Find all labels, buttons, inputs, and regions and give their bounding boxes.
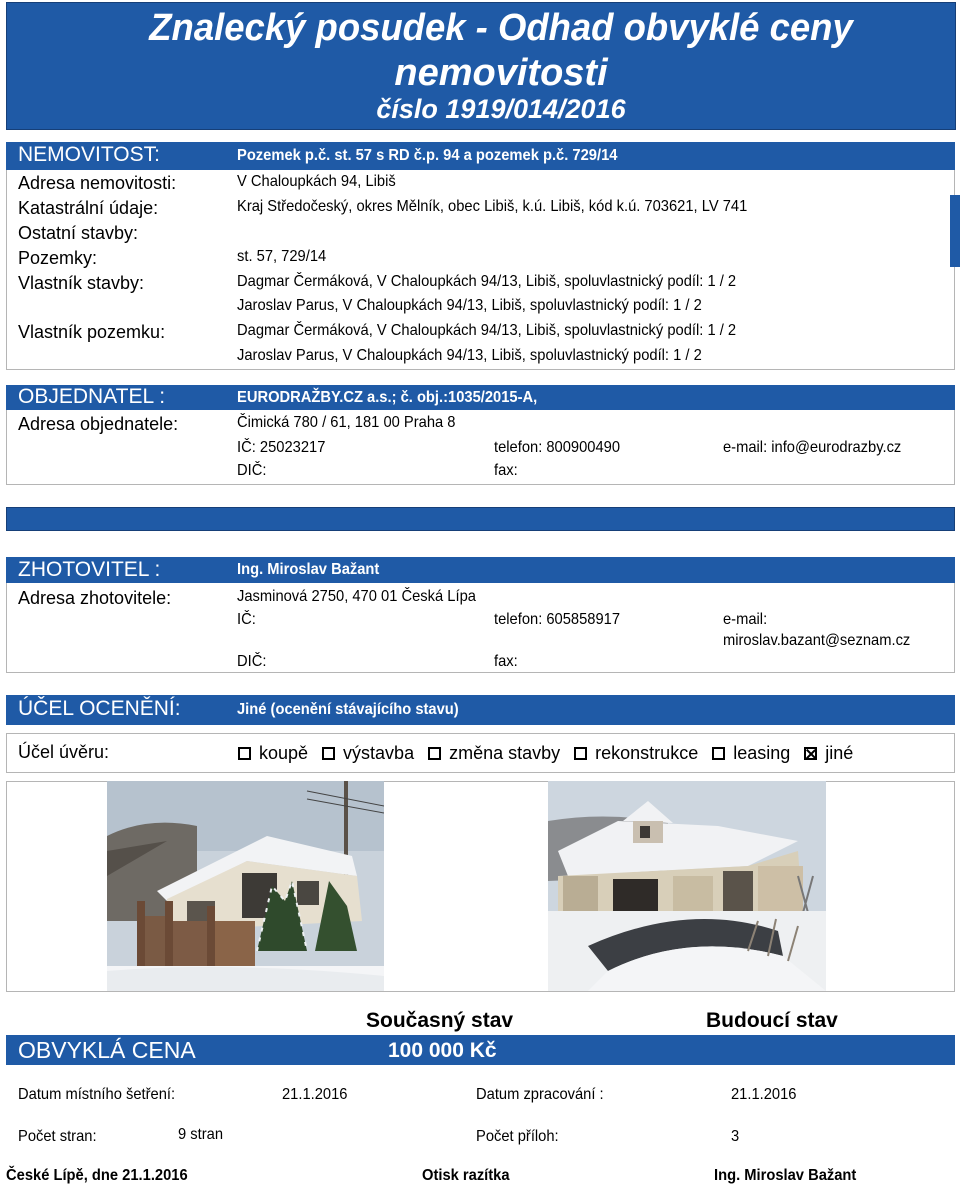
contractor-heading-value: Ing. Miroslav Bažant [237,561,380,578]
pages-value: 9 stran [178,1126,224,1143]
contractor-ic: IČ: [237,611,256,628]
option-zmena-stavby[interactable]: změna stavby [428,743,560,764]
contractor-address-value: Jasminová 2750, 470 01 Česká Lípa [237,588,476,605]
building-owner-label: Vlastník stavby: [18,273,145,293]
contractor-email-label: e-mail: [723,611,768,628]
client-phone: telefon: 800900490 [494,439,621,456]
other-buildings-label: Ostatní stavby: [18,223,139,243]
land-owner-2: Jaroslav Parus, V Chaloupkách 94/13, Libiš, spoluvlastnický podíl: 1 / 2 [237,347,702,364]
house-front-photo [107,781,384,991]
building-owner-2: Jaroslav Parus, V Chaloupkách 94/13, Libiš, spoluvlastnický podíl: 1 / 2 [237,297,702,314]
cadastral-label: Katastrální údaje: [18,198,159,218]
price-heading: OBVYKLÁ CENA [18,1037,196,1063]
contractor-fax: fax: [494,653,518,670]
client-address-label: Adresa objednatele: [18,414,179,434]
option-rekonstrukce[interactable]: rekonstrukce [574,743,698,764]
processing-date-label: Datum zpracování : [476,1086,604,1103]
pages-label: Počet stran: [18,1128,97,1145]
land-label: Pozemky: [18,248,98,268]
survey-date-label: Datum místního šetření: [18,1086,176,1103]
client-email: e-mail: info@eurodrazby.cz [723,439,902,456]
house-rear-photo [548,781,826,991]
client-address-value: Čimická 780 / 61, 181 00 Praha 8 [237,414,456,431]
loan-purpose-options [238,743,867,764]
land-value: st. 57, 729/14 [237,248,327,265]
contractor-phone: telefon: 605858917 [494,611,621,628]
separator-band [6,507,955,531]
option-koupe[interactable]: koupě [238,743,308,764]
future-state-label: Budoucí stav [706,1009,838,1032]
checkbox-vystavba[interactable] [322,747,335,760]
client-heading: OBJEDNATEL : [18,385,166,408]
document-title-line2: nemovitosti [394,52,608,94]
property-heading: NEMOVITOST: [18,143,160,166]
checkbox-koupe[interactable] [238,747,251,760]
loan-purpose-label: Účel úvěru: [18,742,110,762]
option-leasing[interactable]: leasing [712,743,790,764]
client-heading-value: EURODRAŽBY.CZ a.s.; č. obj.:1035/2015-A, [237,389,538,406]
place-and-date: České Lípě, dne 21.1.2016 [6,1167,188,1184]
client-ic: IČ: 25023217 [237,439,326,456]
land-owner-1: Dagmar Čermáková, V Chaloupkách 94/13, Libiš, spoluvlastnický podíl: 1 / 2 [237,322,737,339]
cadastral-value: Kraj Středočeský, okres Mělník, obec Libiš, k.ú. Libiš, kód k.ú. 703621, LV 741 [237,198,748,215]
attachments-label: Počet příloh: [476,1128,559,1145]
stamp-label: Otisk razítka [422,1167,510,1184]
processing-date-value: 21.1.2016 [731,1086,797,1103]
contractor-address-label: Adresa zhotovitele: [18,588,172,608]
client-dic: DIČ: [237,462,267,479]
property-heading-value: Pozemek p.č. st. 57 s RD č.p. 94 a pozemek p.č. 729/14 [237,147,618,164]
current-state-label: Současný stav [366,1009,514,1032]
property-side-band [950,195,960,267]
purpose-heading-value: Jiné (ocenění stávajícího stavu) [237,701,459,718]
contractor-dic: DIČ: [237,653,267,670]
checkbox-zmena-stavby[interactable] [428,747,441,760]
land-owner-label: Vlastník pozemku: [18,322,166,342]
checkbox-leasing[interactable] [712,747,725,760]
option-vystavba[interactable]: výstavba [322,743,414,764]
purpose-heading: ÚČEL OCENĚNÍ: [18,697,181,720]
document-title-line1: Znalecký posudek - Odhad obvyklé ceny [149,7,853,49]
contractor-email-value: miroslav.bazant@seznam.cz [723,632,911,649]
current-price-value: 100 000 Kč [388,1039,497,1062]
checkbox-rekonstrukce[interactable] [574,747,587,760]
attachments-value: 3 [731,1128,740,1145]
checkbox-jine-checked[interactable] [804,747,817,760]
document-number: číslo 1919/014/2016 [376,94,626,124]
survey-date-value: 21.1.2016 [282,1086,348,1103]
building-owner-1: Dagmar Čermáková, V Chaloupkách 94/13, Libiš, spoluvlastnický podíl: 1 / 2 [237,273,737,290]
option-jine[interactable]: jiné [804,743,853,764]
property-address-value: V Chaloupkách 94, Libiš [237,173,396,190]
signature-name: Ing. Miroslav Bažant [714,1167,857,1184]
client-fax: fax: [494,462,518,479]
contractor-heading: ZHOTOVITEL : [18,558,161,581]
property-address-label: Adresa nemovitosti: [18,173,177,193]
